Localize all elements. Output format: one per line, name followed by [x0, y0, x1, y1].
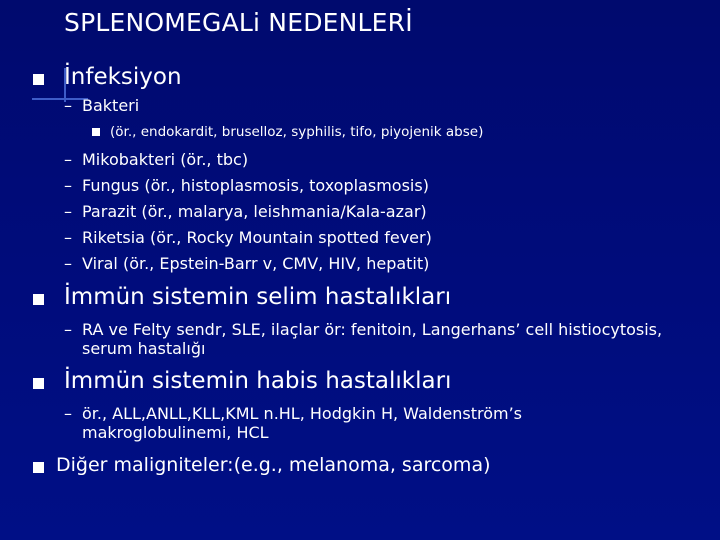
sub-item-selim-line-1: RA ve Felty sendr, SLE, ilaçlar ör: fenitoin, Langerhans’ cell histiocytosis,: [82, 320, 663, 339]
square-bullet-icon: [33, 378, 44, 389]
sub-item-parazit: Parazit (ör., malarya, leishmania/Kala-azar): [82, 202, 427, 221]
square-bullet-icon: [33, 74, 44, 85]
square-bullet-icon: [33, 294, 44, 305]
dash-marker: –: [64, 150, 72, 169]
dash-marker: –: [64, 228, 72, 247]
dash-marker: –: [64, 254, 72, 273]
dash-marker: –: [64, 202, 72, 221]
square-bullet-icon: [33, 462, 44, 473]
sub-item-riketsia: Riketsia (ör., Rocky Mountain spotted fever): [82, 228, 432, 247]
dash-marker: –: [64, 404, 72, 423]
bullet-diger-maligniteler: Diğer maligniteler:(e.g., melanoma, sarcoma): [56, 454, 491, 476]
sub-item-selim-line-2: serum hastalığı: [82, 339, 206, 358]
slide-title: SPLENOMEGALi NEDENLERİ: [64, 8, 413, 37]
bullet-immun-habis: İmmün sistemin habis hastalıkları: [64, 368, 452, 394]
bullet-immun-selim: İmmün sistemin selim hastalıkları: [64, 284, 452, 310]
square-bullet-icon: [92, 128, 100, 136]
sub-item-mikobakteri: Mikobakteri (ör., tbc): [82, 150, 249, 169]
sub-item-bakteri: Bakteri: [82, 96, 140, 115]
sub-sub-item-bakteri-examples: (ör., endokardit, bruselloz, syphilis, tifo, piyojenik abse): [110, 124, 484, 140]
dash-marker: –: [64, 320, 72, 339]
sub-item-habis-line-1: ör., ALL,ANLL,KLL,KML n.HL, Hodgkin H, Waldenström’s: [82, 404, 522, 423]
bullet-infeksiyon: İnfeksiyon: [64, 64, 182, 90]
sub-item-viral: Viral (ör., Epstein-Barr v, CMV, HIV, hepatit): [82, 254, 430, 273]
dash-marker: –: [64, 96, 72, 115]
sub-item-habis-line-2: makroglobulinemi, HCL: [82, 423, 269, 442]
dash-marker: –: [64, 176, 72, 195]
sub-item-fungus: Fungus (ör., histoplasmosis, toxoplasmosis): [82, 176, 429, 195]
decorative-horizontal-line: [32, 98, 88, 100]
